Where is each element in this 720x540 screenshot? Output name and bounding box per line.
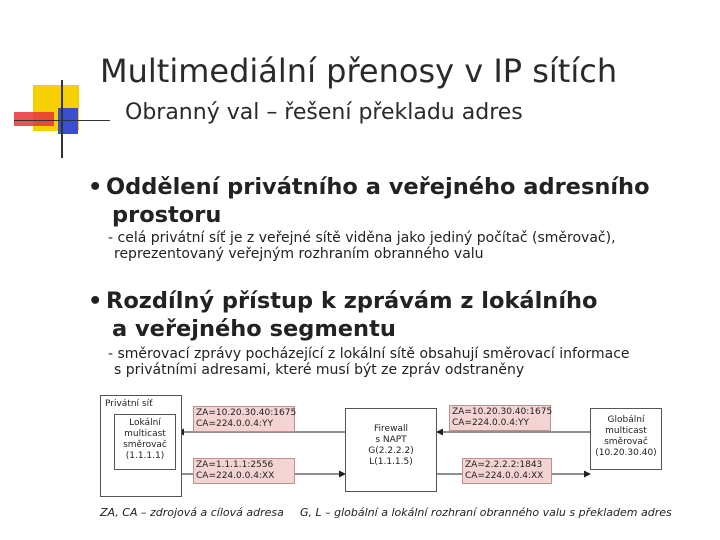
message-top-left: ZA=10.20.30.40:1675 CA=224.0.0.4:YY: [193, 406, 295, 432]
local-router-label: Lokální multicast směrovač (1.1.1.1): [123, 418, 167, 461]
bullet-2-sub-line1: - směrovací zprávy pocházející z lokální sítě obsahují směrovací informace: [108, 346, 630, 362]
slide-subtitle: Obranný val – řešení překladu adres: [125, 100, 523, 125]
footer-note-right: G, L – globální a lokální rozhraní obranného valu s překladem adres: [300, 506, 672, 519]
bullet-2-line2: a veřejného segmentu: [112, 316, 396, 342]
bullet-1-line2: prostoru: [112, 202, 222, 228]
bullet-dot-icon: •: [88, 288, 103, 314]
footer-note-left: ZA, CA – zdrojová a cílová adresa: [100, 506, 284, 519]
bullet-2-sub-line2: s privátními adresami, které musí být ze zpráv odstraněny: [114, 362, 525, 378]
bullet-1-sub-line2: reprezentovaný veřejným rozhraním obranného valu: [114, 246, 484, 262]
message-bottom-left: ZA=1.1.1.1:2556 CA=224.0.0.4:XX: [193, 458, 295, 484]
bullet-2-line1: Rozdílný přístup k zprávám z lokálního: [106, 288, 598, 314]
bullet-1-line1: Oddělení privátního a veřejného adresního: [106, 174, 650, 200]
message-top-right: ZA=10.20.30.40:1675 CA=224.0.0.4:YY: [449, 405, 551, 431]
private-network-label: Privátní síť: [105, 399, 153, 409]
slide-title: Multimediální přenosy v IP sítích: [100, 52, 618, 90]
firewall-label: Firewall s NAPT G(2.2.2.2) L(1.1.1.5): [368, 424, 414, 467]
global-router-label: Globální multicast směrovač (10.20.30.40): [595, 415, 657, 458]
bullet-1-sub-line1: - celá privátní síť je z veřejné sítě viděna jako jediný počítač (směrovač),: [108, 230, 616, 246]
bullet-dot-icon: •: [88, 174, 103, 200]
message-bottom-right: ZA=2.2.2.2:1843 CA=224.0.0.4:XX: [462, 458, 552, 484]
